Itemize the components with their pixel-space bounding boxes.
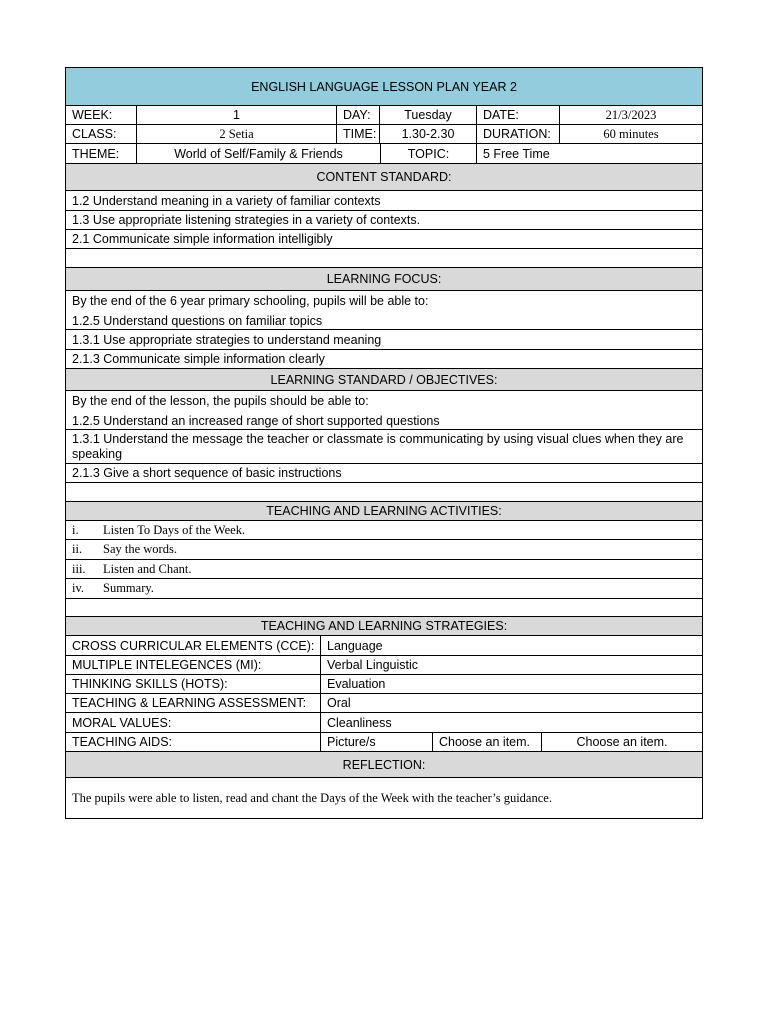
teaching-aids-label: TEACHING AIDS: xyxy=(72,735,173,749)
activity-text: Listen To Days of the Week. xyxy=(103,522,246,537)
content-standard-blank-row xyxy=(66,249,702,268)
strategy-row xyxy=(66,694,702,713)
title-row xyxy=(66,68,702,106)
activities-heading: TEACHING AND LEARNING ACTIVITIES: xyxy=(266,504,502,518)
class-value[interactable]: 2 Setia xyxy=(136,125,336,143)
learning-focus-row xyxy=(66,350,702,369)
activity-number: iii. xyxy=(72,561,86,576)
activity-item[interactable] xyxy=(66,521,702,539)
strategy-row xyxy=(66,636,702,656)
reflection-row xyxy=(66,778,702,818)
strategy-label: MORAL VALUES: xyxy=(72,715,172,730)
week-label: WEEK: xyxy=(72,108,113,122)
duration-value[interactable]: 60 minutes xyxy=(559,125,702,143)
learning-focus-row xyxy=(66,291,702,330)
teaching-aid-select[interactable]: Choose an item. xyxy=(432,733,541,751)
content-standard-item[interactable]: 1.2 Understand meaning in a variety of familiar contexts xyxy=(72,193,381,208)
strategy-value[interactable]: Verbal Linguistic xyxy=(320,656,702,674)
info-row-2 xyxy=(66,125,702,144)
day-label: DAY: xyxy=(336,106,379,124)
strategies-heading-row xyxy=(66,617,702,636)
strategy-value[interactable]: Evaluation xyxy=(320,675,702,693)
activity-number: i. xyxy=(72,522,79,537)
topic-value[interactable]: 5 Free Time xyxy=(476,144,702,163)
content-standard-row xyxy=(66,211,702,230)
duration-label: DURATION: xyxy=(476,125,559,143)
week-value[interactable]: 1 xyxy=(136,106,336,124)
info-row-3 xyxy=(66,144,702,164)
learning-focus-item[interactable]: 2.1.3 Communicate simple information clearly xyxy=(72,352,325,366)
activity-row xyxy=(66,560,702,579)
strategy-row xyxy=(66,675,702,694)
content-standard-heading: CONTENT STANDARD: xyxy=(316,170,452,184)
reflection-heading-row xyxy=(66,752,702,778)
objectives-heading-row xyxy=(66,369,702,391)
activities-blank-row xyxy=(66,599,702,617)
activity-text: Listen and Chant. xyxy=(103,561,192,576)
content-standard-row xyxy=(66,191,702,211)
objectives-row xyxy=(66,430,702,464)
theme-value[interactable]: World of Self/Family & Friends xyxy=(136,144,380,163)
strategy-row xyxy=(66,656,702,675)
learning-focus-item[interactable]: By the end of the 6 year primary schooling, pupils will be able to: xyxy=(72,294,429,308)
info-row-1 xyxy=(66,106,702,125)
strategy-value[interactable]: Language xyxy=(320,636,702,655)
reflection-text[interactable]: The pupils were able to listen, read and chant the Days of the Week with the teacher’s guidance. xyxy=(72,790,552,805)
teaching-aid-select[interactable]: Choose an item. xyxy=(541,733,702,751)
learning-focus-heading: LEARNING FOCUS: xyxy=(326,272,442,286)
objectives-blank-row xyxy=(66,483,702,502)
objective-item[interactable]: 2.1.3 Give a short sequence of basic instructions xyxy=(72,466,342,480)
teaching-aid-select[interactable]: Picture/s xyxy=(320,733,432,751)
learning-focus-item[interactable]: 1.3.1 Use appropriate strategies to understand meaning xyxy=(72,332,382,347)
activity-number: ii. xyxy=(72,542,83,556)
strategy-value[interactable]: Cleanliness xyxy=(320,713,702,732)
theme-label: THEME: xyxy=(72,146,120,161)
objective-item[interactable]: 1.3.1 Understand the message the teacher or classmate is communicating by using visual clues when they are speaking xyxy=(72,432,684,461)
objectives-row xyxy=(66,464,702,483)
date-value[interactable]: 21/3/2023 xyxy=(559,106,702,124)
objective-item[interactable]: By the end of the lesson, the pupils should be able to: xyxy=(72,394,369,408)
content-standard-item[interactable]: 2.1 Communicate simple information intelligibly xyxy=(72,232,333,246)
objectives-heading: LEARNING STANDARD / OBJECTIVES: xyxy=(270,372,498,387)
topic-label: TOPIC: xyxy=(380,144,476,163)
strategy-label: MULTIPLE INTELEGENCES (MI): xyxy=(72,658,262,672)
content-standard-item[interactable]: 1.3 Use appropriate listening strategies in a variety of contexts. xyxy=(72,213,421,227)
learning-focus-item[interactable]: 1.2.5 Understand questions on familiar topics xyxy=(72,313,323,328)
activity-text: Summary. xyxy=(103,581,154,595)
activity-item[interactable] xyxy=(66,540,702,559)
content-standard-heading-row xyxy=(66,164,702,191)
learning-focus-row xyxy=(66,330,702,350)
activity-item[interactable] xyxy=(66,560,702,578)
strategy-row xyxy=(66,713,702,733)
class-label: CLASS: xyxy=(72,127,117,141)
teaching-aids-row xyxy=(66,733,702,752)
activity-number: iv. xyxy=(72,581,85,595)
page-title: ENGLISH LANGUAGE LESSON PLAN YEAR 2 xyxy=(251,79,517,94)
day-value[interactable]: Tuesday xyxy=(379,106,476,124)
objective-item[interactable]: 1.2.5 Understand an increased range of short supported questions xyxy=(72,413,440,428)
activity-row xyxy=(66,540,702,560)
learning-focus-heading-row xyxy=(66,268,702,291)
strategy-value[interactable]: Oral xyxy=(320,694,702,712)
activity-item[interactable] xyxy=(66,579,702,598)
activity-row xyxy=(66,579,702,599)
strategies-heading: TEACHING AND LEARNING STRATEGIES: xyxy=(260,619,508,633)
objectives-row xyxy=(66,391,702,430)
strategy-label: THINKING SKILLS (HOTS): xyxy=(72,677,228,691)
activity-row xyxy=(66,521,702,540)
lesson-plan-table xyxy=(65,67,703,819)
activity-text: Say the words. xyxy=(103,542,177,556)
time-value[interactable]: 1.30-2.30 xyxy=(379,125,476,143)
activities-heading-row xyxy=(66,502,702,521)
strategy-label: TEACHING & LEARNING ASSESSMENT: xyxy=(72,696,307,710)
strategy-label: CROSS CURRICULAR ELEMENTS (CCE): xyxy=(72,638,315,653)
time-label: TIME: xyxy=(336,125,379,143)
content-standard-row xyxy=(66,230,702,249)
date-label: DATE: xyxy=(476,106,559,124)
reflection-heading: REFLECTION: xyxy=(342,757,426,772)
